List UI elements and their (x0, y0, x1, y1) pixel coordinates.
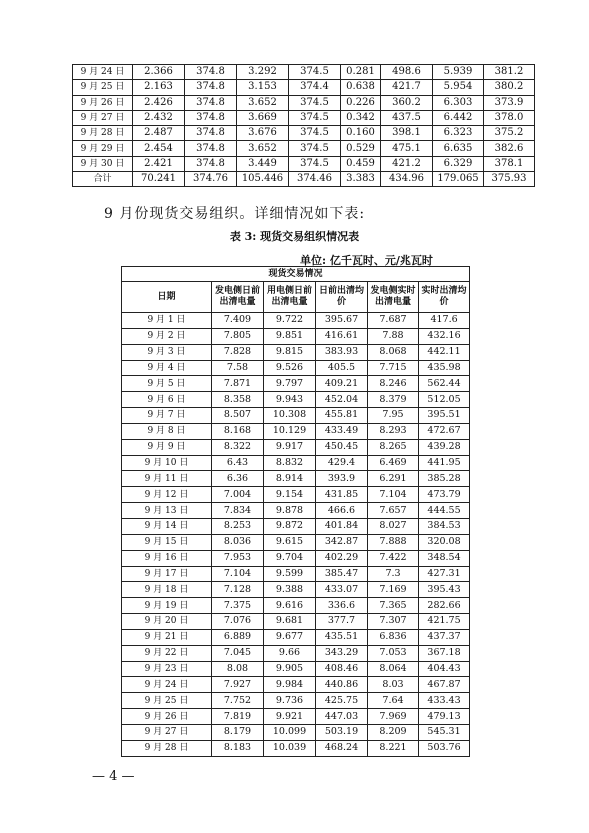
table-row (122, 693, 470, 709)
table-cell: 9.815 (264, 344, 316, 360)
table-row (73, 126, 535, 141)
table-row (122, 724, 470, 740)
table-cell: 282.66 (419, 598, 470, 614)
table-cell: 6.442 (433, 110, 484, 125)
row-date-cell: 9 月 28 日 (73, 126, 133, 141)
table-row (122, 344, 470, 360)
table-cell: 395.67 (316, 313, 368, 329)
table-cell: 8.379 (368, 392, 419, 408)
table-cell: 421.7 (381, 80, 433, 95)
table-cell: 9.704 (264, 550, 316, 566)
table-cell: 8.168 (212, 423, 264, 439)
table-cell: 374.8 (185, 141, 237, 156)
row-date-cell: 9 月 6 日 (122, 392, 212, 408)
table-row (122, 534, 470, 550)
table-cell: 374.5 (289, 95, 341, 110)
table-row (122, 328, 470, 344)
table-row (122, 677, 470, 693)
row-date-cell: 9 月 7 日 (122, 408, 212, 424)
table-cell: 10.308 (264, 408, 316, 424)
table-cell: 377.7 (316, 614, 368, 630)
table-cell: 8.03 (368, 677, 419, 693)
table-cell: 398.1 (381, 126, 433, 141)
table-cell: 393.9 (316, 471, 368, 487)
table-cell: 8.036 (212, 534, 264, 550)
column-header: 日前出清均价 (316, 282, 368, 313)
table-cell: 374.8 (185, 65, 237, 80)
table-cell: 374.4 (289, 80, 341, 95)
table-cell: 7.004 (212, 487, 264, 503)
table-cell: 374.8 (185, 110, 237, 125)
table-row (73, 110, 535, 125)
row-date-cell: 9 月 25 日 (122, 693, 212, 709)
table-cell: 336.6 (316, 598, 368, 614)
row-date-cell: 9 月 13 日 (122, 503, 212, 519)
table-cell: 0.638 (341, 80, 381, 95)
row-date-cell: 9 月 21 日 (122, 629, 212, 645)
table-cell: 7.888 (368, 534, 419, 550)
table-cell: 479.13 (419, 709, 470, 725)
table-cell: 8.183 (212, 740, 264, 756)
table-cell: 9.943 (264, 392, 316, 408)
row-date-cell: 9 月 3 日 (122, 344, 212, 360)
table-cell: 9.526 (264, 360, 316, 376)
table-row (122, 376, 470, 392)
table-cell: 8.358 (212, 392, 264, 408)
table-cell: 9.872 (264, 518, 316, 534)
table-cell: 179.065 (433, 172, 484, 187)
table-cell: 7.422 (368, 550, 419, 566)
table-row (73, 80, 535, 95)
table-cell: 373.9 (484, 95, 535, 110)
table-cell: 8.914 (264, 471, 316, 487)
table-cell: 10.129 (264, 423, 316, 439)
table-row (73, 172, 535, 187)
table-cell: 7.819 (212, 709, 264, 725)
table-cell: 395.51 (419, 408, 470, 424)
table-row (122, 455, 470, 471)
table-cell: 9.921 (264, 709, 316, 725)
table-cell: 8.265 (368, 439, 419, 455)
table-cell: 545.31 (419, 724, 470, 740)
table-cell: 380.2 (484, 80, 535, 95)
table-cell: 8.832 (264, 455, 316, 471)
row-date-cell: 9 月 19 日 (122, 598, 212, 614)
table-cell: 9.154 (264, 487, 316, 503)
table-cell: 432.16 (419, 328, 470, 344)
table-cell: 421.75 (419, 614, 470, 630)
table-cell: 7.58 (212, 360, 264, 376)
table-cell: 3.449 (237, 156, 289, 171)
table-cell: 8.322 (212, 439, 264, 455)
table-cell: 374.8 (185, 126, 237, 141)
spot-table-body (122, 313, 470, 757)
table-cell: 9.681 (264, 614, 316, 630)
table-row (122, 614, 470, 630)
table-cell: 7.307 (368, 614, 419, 630)
table-cell: 6.43 (212, 455, 264, 471)
table-cell: 498.6 (381, 65, 433, 80)
table-cell: 437.37 (419, 629, 470, 645)
table-cell: 402.29 (316, 550, 368, 566)
table-row (122, 313, 470, 329)
table-cell: 7.045 (212, 645, 264, 661)
table-cell: 8.209 (368, 724, 419, 740)
row-date-cell: 9 月 8 日 (122, 423, 212, 439)
settlement-table-continued (72, 64, 535, 187)
table-cell: 8.221 (368, 740, 419, 756)
table-cell: 2.432 (133, 110, 185, 125)
table-row (122, 661, 470, 677)
table-cell: 7.95 (368, 408, 419, 424)
table-unit-note: 单位: 亿千瓦时、元/兆瓦时 (300, 254, 433, 267)
table-cell: 105.446 (237, 172, 289, 187)
table-cell: 343.29 (316, 645, 368, 661)
table-cell: 442.11 (419, 344, 470, 360)
table-row (122, 550, 470, 566)
table-cell: 9.66 (264, 645, 316, 661)
table-cell: 472.67 (419, 423, 470, 439)
row-date-cell: 9 月 27 日 (73, 110, 133, 125)
table-cell: 475.1 (381, 141, 433, 156)
table-cell: 7.805 (212, 328, 264, 344)
table-cell: 0.281 (341, 65, 381, 80)
table-cell: 9.905 (264, 661, 316, 677)
row-date-cell: 9 月 2 日 (122, 328, 212, 344)
table-row (122, 598, 470, 614)
row-date-cell: 9 月 20 日 (122, 614, 212, 630)
table-cell: 452.04 (316, 392, 368, 408)
table-cell: 8.08 (212, 661, 264, 677)
column-header: 发电侧实时出清电量 (368, 282, 419, 313)
row-date-cell: 9 月 14 日 (122, 518, 212, 534)
table-cell: 7.834 (212, 503, 264, 519)
row-date-cell: 9 月 10 日 (122, 455, 212, 471)
table-cell: 374.5 (289, 110, 341, 125)
table-row (122, 487, 470, 503)
table-cell: 503.19 (316, 724, 368, 740)
table-cell: 417.6 (419, 313, 470, 329)
section-paragraph: 9 月份现货交易组织。详细情况如下表: (104, 206, 366, 222)
table-cell: 3.652 (237, 141, 289, 156)
table-cell: 9.388 (264, 582, 316, 598)
table-cell: 9.917 (264, 439, 316, 455)
table-cell: 8.293 (368, 423, 419, 439)
table-cell: 7.969 (368, 709, 419, 725)
table-cell: 385.28 (419, 471, 470, 487)
row-date-cell: 9 月 15 日 (122, 534, 212, 550)
row-date-cell: 9 月 26 日 (122, 709, 212, 725)
table-cell: 421.2 (381, 156, 433, 171)
page-number: — 4 — (92, 769, 135, 784)
table-cell: 384.53 (419, 518, 470, 534)
table-cell: 374.5 (289, 141, 341, 156)
table-cell: 7.365 (368, 598, 419, 614)
table-cell: 374.5 (289, 65, 341, 80)
row-date-cell: 9 月 16 日 (122, 550, 212, 566)
table-cell: 8.068 (368, 344, 419, 360)
table-cell: 374.5 (289, 126, 341, 141)
table-cell: 395.43 (419, 582, 470, 598)
table-cell: 8.246 (368, 376, 419, 392)
row-date-cell: 9 月 9 日 (122, 439, 212, 455)
table-cell: 6.836 (368, 629, 419, 645)
table-cell: 427.31 (419, 566, 470, 582)
row-date-cell: 9 月 22 日 (122, 645, 212, 661)
table-cell: 8.027 (368, 518, 419, 534)
table-cell: 7.053 (368, 645, 419, 661)
table-cell: 473.79 (419, 487, 470, 503)
table-cell: 7.715 (368, 360, 419, 376)
row-date-cell: 9 月 11 日 (122, 471, 212, 487)
table-cell: 7.953 (212, 550, 264, 566)
table-cell: 7.409 (212, 313, 264, 329)
table-cell: 431.85 (316, 487, 368, 503)
table-cell: 0.160 (341, 126, 381, 141)
table-cell: 378.1 (484, 156, 535, 171)
table-cell: 374.46 (289, 172, 341, 187)
table-row (122, 629, 470, 645)
table-cell: 7.927 (212, 677, 264, 693)
spot-table-head (122, 267, 470, 313)
table-cell: 503.76 (419, 740, 470, 756)
table-cell: 320.08 (419, 534, 470, 550)
table-cell: 401.84 (316, 518, 368, 534)
table-cell: 2.487 (133, 126, 185, 141)
table-cell: 7.64 (368, 693, 419, 709)
table-cell: 7.828 (212, 344, 264, 360)
column-header: 实时出清均价 (419, 282, 470, 313)
row-date-cell: 9 月 17 日 (122, 566, 212, 582)
table-cell: 7.128 (212, 582, 264, 598)
table-cell: 7.657 (368, 503, 419, 519)
table-cell: 6.303 (433, 95, 484, 110)
table-cell: 7.687 (368, 313, 419, 329)
table-cell: 0.342 (341, 110, 381, 125)
table-cell: 425.75 (316, 693, 368, 709)
table-cell: 6.36 (212, 471, 264, 487)
table-cell: 435.98 (419, 360, 470, 376)
table-cell: 6.635 (433, 141, 484, 156)
table-cell: 6.323 (433, 126, 484, 141)
table-row (122, 408, 470, 424)
table-cell: 385.47 (316, 566, 368, 582)
table-cell: 367.18 (419, 645, 470, 661)
table-cell: 10.039 (264, 740, 316, 756)
table-cell: 433.49 (316, 423, 368, 439)
table-cell: 5.939 (433, 65, 484, 80)
table-cell: 408.46 (316, 661, 368, 677)
table-cell: 434.96 (381, 172, 433, 187)
table-cell: 433.07 (316, 582, 368, 598)
row-date-cell: 9 月 5 日 (122, 376, 212, 392)
row-date-cell: 合计 (73, 172, 133, 187)
table-cell: 416.61 (316, 328, 368, 344)
table-cell: 2.421 (133, 156, 185, 171)
row-date-cell: 9 月 12 日 (122, 487, 212, 503)
table-cell: 5.954 (433, 80, 484, 95)
table-cell: 9.599 (264, 566, 316, 582)
table-cell: 375.2 (484, 126, 535, 141)
table-row (122, 503, 470, 519)
spot-trading-table (121, 266, 470, 757)
table-cell: 8.253 (212, 518, 264, 534)
table-cell: 6.889 (212, 629, 264, 645)
column-header: 发电侧日前出清电量 (212, 282, 264, 313)
table-cell: 360.2 (381, 95, 433, 110)
column-header: 用电侧日前出清电量 (264, 282, 316, 313)
table-cell: 9.851 (264, 328, 316, 344)
table-cell: 382.6 (484, 141, 535, 156)
table-cell: 3.153 (237, 80, 289, 95)
table-row (73, 65, 535, 80)
table-cell: 383.93 (316, 344, 368, 360)
table-cell: 7.871 (212, 376, 264, 392)
row-date-cell: 9 月 30 日 (73, 156, 133, 171)
table-cell: 433.43 (419, 693, 470, 709)
table-cell: 7.076 (212, 614, 264, 630)
table-cell: 7.375 (212, 598, 264, 614)
table-cell: 3.652 (237, 95, 289, 110)
table-cell: 0.226 (341, 95, 381, 110)
table-cell: 8.064 (368, 661, 419, 677)
row-date-cell: 9 月 24 日 (122, 677, 212, 693)
table-cell: 381.2 (484, 65, 535, 80)
table-cell: 512.05 (419, 392, 470, 408)
row-date-cell: 9 月 25 日 (73, 80, 133, 95)
table-cell: 7.104 (368, 487, 419, 503)
table-cell: 2.426 (133, 95, 185, 110)
table-cell: 9.722 (264, 313, 316, 329)
table-row (122, 518, 470, 534)
table-cell: 7.169 (368, 582, 419, 598)
table-row (122, 709, 470, 725)
table-cell: 6.291 (368, 471, 419, 487)
table-cell: 0.459 (341, 156, 381, 171)
table-cell: 466.6 (316, 503, 368, 519)
table-cell: 9.984 (264, 677, 316, 693)
table-cell: 9.677 (264, 629, 316, 645)
row-date-cell: 9 月 24 日 (73, 65, 133, 80)
table-cell: 7.104 (212, 566, 264, 582)
table-cell: 374.8 (185, 95, 237, 110)
table-cell: 405.5 (316, 360, 368, 376)
row-date-cell: 9 月 27 日 (122, 724, 212, 740)
column-header: 日期 (122, 282, 212, 313)
table-cell: 435.51 (316, 629, 368, 645)
table-cell: 2.454 (133, 141, 185, 156)
table-cell: 444.55 (419, 503, 470, 519)
table-cell: 7.3 (368, 566, 419, 582)
table-row (122, 582, 470, 598)
table-cell: 429.4 (316, 455, 368, 471)
row-date-cell: 9 月 4 日 (122, 360, 212, 376)
row-date-cell: 9 月 23 日 (122, 661, 212, 677)
table-cell: 9.736 (264, 693, 316, 709)
table-row (73, 95, 535, 110)
table-row (122, 423, 470, 439)
table-cell: 70.241 (133, 172, 185, 187)
table-cell: 441.95 (419, 455, 470, 471)
row-date-cell: 9 月 18 日 (122, 582, 212, 598)
table-cell: 9.616 (264, 598, 316, 614)
table-cell: 8.179 (212, 724, 264, 740)
settlement-table-body (73, 65, 535, 187)
row-date-cell: 9 月 28 日 (122, 740, 212, 756)
table-row (122, 439, 470, 455)
table-row (122, 471, 470, 487)
table-cell: 3.676 (237, 126, 289, 141)
table-cell: 467.87 (419, 677, 470, 693)
table-cell: 0.529 (341, 141, 381, 156)
table-cell: 6.329 (433, 156, 484, 171)
table-cell: 8.507 (212, 408, 264, 424)
table-cell: 374.8 (185, 156, 237, 171)
table-cell: 374.8 (185, 80, 237, 95)
table-cell: 10.099 (264, 724, 316, 740)
table-cell: 2.366 (133, 65, 185, 80)
table-cell: 9.615 (264, 534, 316, 550)
table-cell: 455.81 (316, 408, 368, 424)
table-row (122, 645, 470, 661)
table-row (73, 156, 535, 171)
table-cell: 7.752 (212, 693, 264, 709)
table-cell: 374.76 (185, 172, 237, 187)
table-row (122, 392, 470, 408)
table-cell: 375.93 (484, 172, 535, 187)
table-cell: 439.28 (419, 439, 470, 455)
table-cell: 3.383 (341, 172, 381, 187)
table-row (122, 740, 470, 756)
table-cell: 3.292 (237, 65, 289, 80)
table-cell: 9.797 (264, 376, 316, 392)
table-caption: 表 3: 现货交易组织情况表 (229, 230, 360, 243)
table-cell: 437.5 (381, 110, 433, 125)
table-cell: 6.469 (368, 455, 419, 471)
table-cell: 562.44 (419, 376, 470, 392)
table-row (122, 566, 470, 582)
spot-table-group-header: 现货交易情况 (122, 267, 470, 282)
table-row (73, 141, 535, 156)
table-cell: 348.54 (419, 550, 470, 566)
table-cell: 7.88 (368, 328, 419, 344)
table-cell: 404.43 (419, 661, 470, 677)
table-cell: 374.5 (289, 156, 341, 171)
table-cell: 378.0 (484, 110, 535, 125)
row-date-cell: 9 月 29 日 (73, 141, 133, 156)
table-cell: 450.45 (316, 439, 368, 455)
row-date-cell: 9 月 26 日 (73, 95, 133, 110)
table-cell: 440.86 (316, 677, 368, 693)
table-cell: 9.878 (264, 503, 316, 519)
row-date-cell: 9 月 1 日 (122, 313, 212, 329)
table-cell: 2.163 (133, 80, 185, 95)
table-cell: 342.87 (316, 534, 368, 550)
table-cell: 468.24 (316, 740, 368, 756)
table-row (122, 360, 470, 376)
table-cell: 447.03 (316, 709, 368, 725)
table-cell: 3.669 (237, 110, 289, 125)
table-cell: 409.21 (316, 376, 368, 392)
